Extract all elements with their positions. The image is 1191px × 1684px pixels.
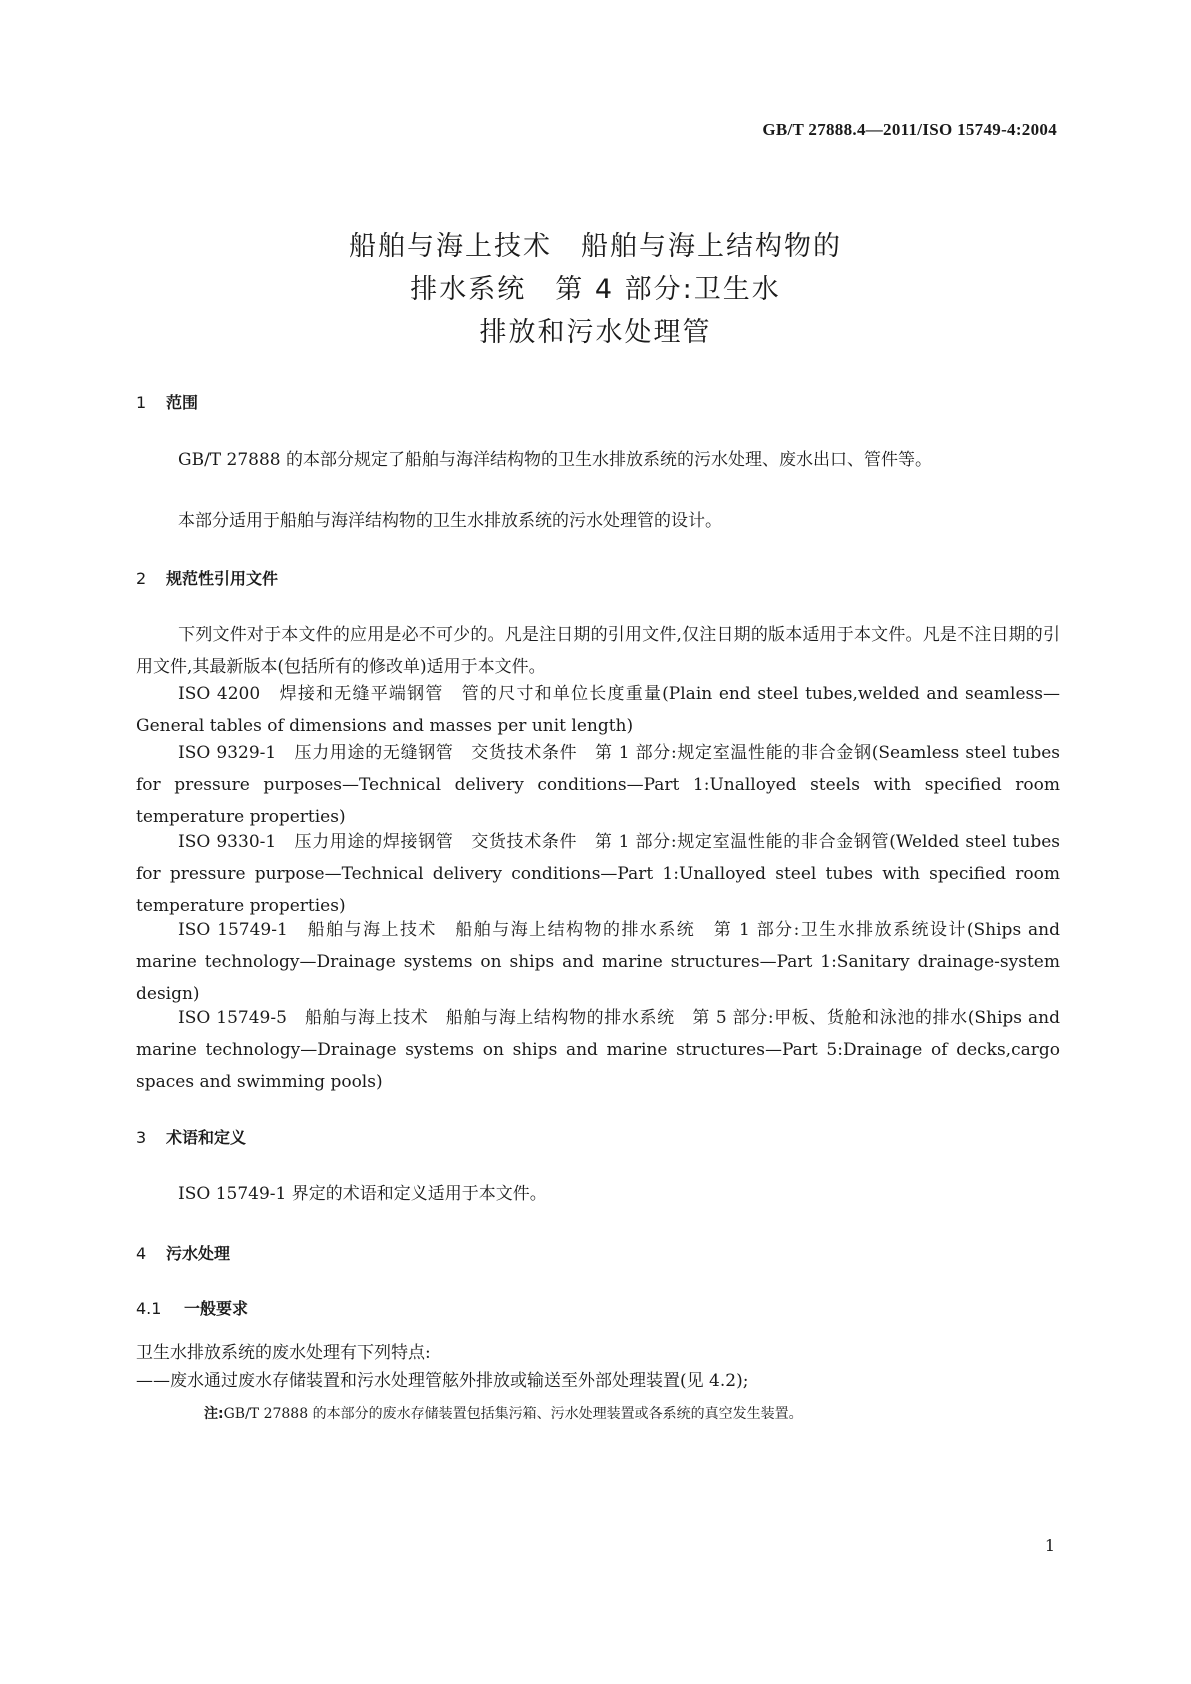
- section-number: 3: [136, 1128, 147, 1147]
- section-title: 污水处理: [166, 1244, 231, 1263]
- title-line-3: 排放和污水处理管: [479, 317, 712, 348]
- document-title: [0, 225, 1191, 354]
- reference-item: ISO 15749-1 船舶与海上技术 船舶与海上结构物的排水系统 第 1 部分:卫生水排放系统设计(Ships and marine technology—Drainage systems on ships and marine structures—Part 1:Sanitary drainage-system design): [136, 920, 1060, 1004]
- section-3-paragraph: ISO 15749-1 界定的术语和定义适用于本文件。: [178, 1184, 547, 1204]
- section-1-paragraph-1: GB/T 27888 的本部分规定了船舶与海洋结构物的卫生水排放系统的污水处理、废水出口、管件等。: [178, 450, 933, 470]
- section-number: 2: [136, 569, 147, 588]
- title-line-1: 船舶与海上技术 船舶与海上结构物的: [349, 231, 842, 262]
- reference-item: ISO 9329-1 压力用途的无缝钢管 交货技术条件 第 1 部分:规定室温性能的非合金钢(Seamless steel tubes for pressure purposes—Technical delivery conditions—Part 1:Unalloyed steels with specified room temperature properties): [136, 743, 1060, 827]
- section-2-intro: 下列文件对于本文件的应用是必不可少的。凡是注日期的引用文件,仅注日期的版本适用于本文件。凡是不注日期的引用文件,其最新版本(包括所有的修改单)适用于本文件。: [136, 625, 1060, 677]
- section-1-heading: [136, 390, 198, 413]
- subsection-number: 4.1: [136, 1299, 162, 1318]
- reference-item: ISO 9330-1 压力用途的焊接钢管 交货技术条件 第 1 部分:规定室温性能的非合金钢管(Welded steel tubes for pressure purpose—Technical delivery conditions—Part 1:Unalloyed steel tubes with specified room temperature properties): [136, 832, 1060, 916]
- section-number: 1: [136, 393, 147, 412]
- section-3-heading: [136, 1125, 246, 1148]
- section-title: 术语和定义: [166, 1128, 247, 1147]
- note-label: 注:: [204, 1406, 224, 1422]
- section-title: 范围: [166, 393, 199, 412]
- subsection-title: 一般要求: [184, 1299, 249, 1318]
- subsection-4-1-paragraph: 卫生水排放系统的废水处理有下列特点:: [136, 1343, 431, 1363]
- section-2-heading: [136, 566, 278, 589]
- section-4-heading: [136, 1241, 230, 1264]
- reference-item: ISO 15749-5 船舶与海上技术 船舶与海上结构物的排水系统 第 5 部分:甲板、货舱和泳池的排水(Ships and marine technology—Drainage systems on ships and marine structures—Part 5:Drainage of decks,cargo spaces and swimming pools): [136, 1008, 1060, 1092]
- subsection-4-1-heading: [136, 1296, 248, 1319]
- section-title: 规范性引用文件: [166, 569, 279, 588]
- reference-item: ISO 4200 焊接和无缝平端钢管 管的尺寸和单位长度重量(Plain end steel tubes,welded and seamless—General tables of dimensions and masses per unit length): [136, 684, 1060, 736]
- title-line-2: 排水系统 第 4 部分:卫生水: [410, 274, 781, 305]
- note-text: GB/T 27888 的本部分的废水存储装置包括集污箱、污水处理装置或各系统的真空发生装置。: [223, 1406, 803, 1422]
- section-1-paragraph-2: 本部分适用于船舶与海洋结构物的卫生水排放系统的污水处理管的设计。: [178, 511, 722, 531]
- standard-code: GB/T 27888.4—2011/ISO 15749-4:2004: [762, 120, 1057, 139]
- section-number: 4: [136, 1244, 147, 1263]
- note: [204, 1403, 803, 1423]
- list-item: ——废水通过废水存储装置和污水处理管舷外排放或输送至外部处理装置(见 4.2);: [136, 1371, 749, 1391]
- page-number: 1: [1044, 1536, 1055, 1555]
